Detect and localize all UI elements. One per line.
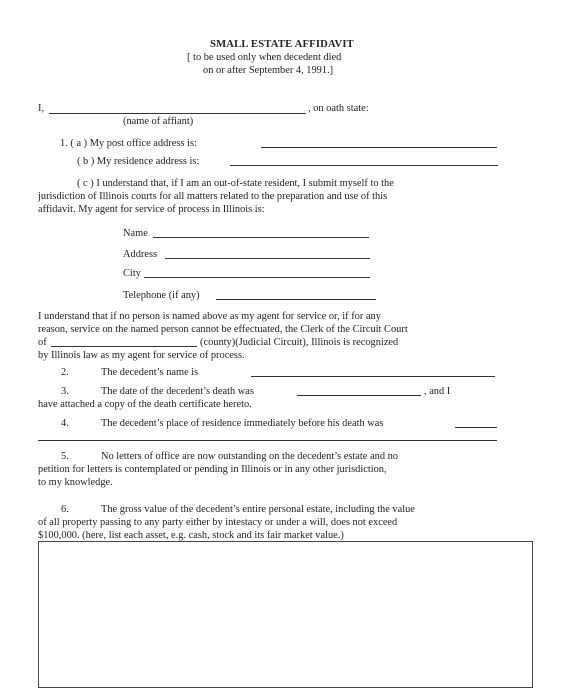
death-date-field[interactable]: [297, 395, 421, 396]
item3-after: , and I: [424, 386, 451, 397]
county-field[interactable]: [51, 346, 197, 347]
residence-address-field[interactable]: [230, 165, 498, 166]
intro-suffix: , on oath state:: [308, 103, 369, 114]
item4-number: 4.: [61, 418, 69, 429]
agent-city-label: City: [123, 268, 141, 279]
residence-before-death-field-2[interactable]: [38, 440, 497, 441]
agent-name-label: Name: [123, 228, 148, 239]
document-title: SMALL ESTATE AFFIDAVIT: [210, 39, 354, 50]
affiant-caption: (name of affiant): [123, 116, 194, 127]
agent-address-field[interactable]: [165, 258, 370, 259]
item4-text: The decedent’s place of residence immediately before his death was: [101, 418, 384, 429]
item6-line1: The gross value of the decedent’s entire personal estate, including the value: [101, 504, 415, 515]
agent-city-field[interactable]: [144, 277, 370, 278]
item3-text: The date of the decedent’s death was: [101, 386, 254, 397]
item5-line2: petition for letters is contemplated or pending in Illinois or in any other jurisdiction,: [38, 464, 387, 475]
item1c-line1: ( c ) I understand that, if I am an out-of-state resident, I submit myself to the: [77, 178, 394, 189]
subtitle-line-1: [ to be used only when decedent died: [187, 52, 342, 63]
item6-line3: $100,000. (here, list each asset, e.g. cash, stock and its fair market value.): [38, 530, 344, 541]
item3-line2: have attached a copy of the death certificate hereto.: [38, 399, 252, 410]
clerk-line3-suffix: (county)(Judicial Circuit), Illinois is recognized: [200, 337, 399, 348]
item1b-label: ( b ) My residence address is:: [77, 156, 200, 167]
asset-list-box[interactable]: [38, 541, 533, 688]
clerk-line2: reason, service on the named person cannot be effectuated, the Clerk of the Circuit Court: [38, 324, 408, 335]
clerk-line4: by Illinois law as my agent for service of process.: [38, 350, 245, 361]
post-office-address-field[interactable]: [261, 147, 497, 148]
clerk-line3-prefix: of: [38, 337, 47, 348]
residence-before-death-field[interactable]: [455, 427, 497, 428]
agent-telephone-field[interactable]: [216, 299, 376, 300]
item1c-line3: affidavit. My agent for service of process in Illinois is:: [38, 204, 265, 215]
intro-prefix: I,: [38, 103, 45, 114]
item1a-label: 1. ( a ) My post office address is:: [60, 138, 197, 149]
item5-line1: No letters of office are now outstanding on the decedent’s estate and no: [101, 451, 398, 462]
agent-name-field[interactable]: [153, 237, 369, 238]
item5-number: 5.: [61, 451, 69, 462]
agent-telephone-label: Telephone (if any): [123, 290, 200, 301]
item6-line2: of all property passing to any party either by intestacy or under a will, does not exceed: [38, 517, 398, 528]
item1c-line2: jurisdiction of Illinois courts for all matters related to the preparation and use of this: [38, 191, 388, 202]
subtitle-line-2: on or after September 4, 1991.]: [203, 65, 334, 76]
item3-number: 3.: [61, 386, 69, 397]
affiant-name-field[interactable]: [49, 113, 306, 114]
agent-address-label: Address: [123, 249, 158, 260]
item2-number: 2.: [61, 367, 69, 378]
item6-number: 6.: [61, 504, 69, 515]
item5-line3: to my knowledge.: [38, 477, 113, 488]
item2-text: The decedent’s name is: [101, 367, 199, 378]
decedent-name-field[interactable]: [251, 376, 495, 377]
clerk-line1: I understand that if no person is named above as my agent for service or, if for any: [38, 311, 381, 322]
